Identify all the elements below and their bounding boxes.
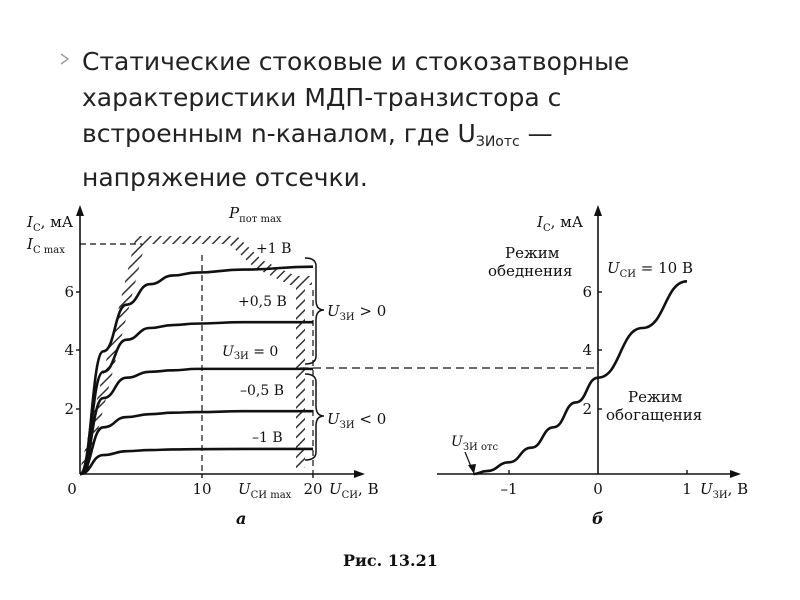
panel-b	[437, 205, 748, 528]
y-axis-label-a: $I_C$, мА	[27, 213, 74, 234]
chart-b-x-tick-label: 0	[593, 480, 603, 498]
chart-a-x-tick-label: 10	[192, 480, 212, 498]
hatched-band-top	[136, 236, 245, 244]
x-axis-label-a: $U_{СИ}$, В	[329, 480, 379, 501]
x-axis-b-arrow	[730, 470, 741, 478]
curve-label-minus05: –0,5 В	[240, 383, 285, 399]
cutoff-pointer-arrow	[468, 464, 476, 474]
chart-a-x-tick-label: 20	[303, 480, 323, 498]
y-axis-a-arrow	[76, 205, 84, 216]
curve-label-minus1: –1 В	[252, 430, 283, 446]
curve-label-plus1: +1 В	[256, 241, 292, 257]
chart-a-x-tick-label: 0	[67, 480, 77, 498]
chart-a-y-tick-label: 2	[64, 400, 74, 418]
cutoff-label: $U_{ЗИ отс}$	[451, 434, 499, 453]
bullet-text-before: Статические стоковые и стокозатворные характеристики МДП-транзистора с встроенным n-каналом, где U	[82, 47, 630, 148]
chart-b-y-tick-label: 4	[582, 341, 592, 359]
chart-a-series-4	[80, 449, 313, 474]
group-label-positive: $U_{ЗИ} > 0$	[327, 302, 387, 323]
brace-positive	[305, 258, 324, 364]
figure-caption: Рис. 13.21	[343, 551, 438, 570]
param-label: $U_{СИ} = 10$ В	[607, 259, 694, 280]
chart-b-y-tick-label: 6	[582, 283, 592, 301]
panel-label-b: б	[592, 509, 604, 528]
bullet-text-after: — напряжение отсечки.	[82, 119, 553, 192]
mode-depletion-line2: обеднения	[488, 262, 573, 280]
chart-b-x-tick-label: 1	[682, 480, 692, 498]
panel-label-a: а	[236, 509, 247, 528]
group-label-negative: $U_{ЗИ} < 0$	[327, 410, 387, 431]
curve-label-plus05: +0,5 В	[238, 294, 287, 310]
mode-enhancement-line2: обогащения	[606, 406, 703, 424]
y-axis-b-arrow	[594, 205, 602, 216]
mode-depletion-line1: Режим	[505, 244, 560, 262]
ic-max-label: $I_{C max}$	[27, 235, 65, 256]
curves-b	[473, 281, 687, 474]
x-axis-a-arrow	[354, 470, 365, 478]
pmax-label: $P_{пот max}$	[229, 204, 282, 225]
y-axis-label-b: $I_C$, мА	[537, 213, 584, 234]
chart-a-y-tick-label: 6	[64, 283, 74, 301]
curve-label-zero: $U_{ЗИ} = 0$	[222, 344, 279, 362]
x-axis-label-b: $U_{ЗИ}$, В	[700, 480, 749, 501]
ucmax-label: $U_{СИ max}$	[238, 480, 292, 501]
mode-enhancement-line1: Режим	[628, 388, 683, 406]
hatched-band-right	[296, 285, 305, 468]
brace-negative	[305, 374, 324, 460]
chart-a-y-tick-label: 4	[64, 341, 74, 359]
bullet-text-sub: ЗИотс	[475, 134, 520, 150]
chart-b-x-tick-label: –1	[500, 480, 518, 498]
chart-b-series-0	[473, 281, 687, 474]
chart-b-y-tick-label: 2	[582, 400, 592, 418]
